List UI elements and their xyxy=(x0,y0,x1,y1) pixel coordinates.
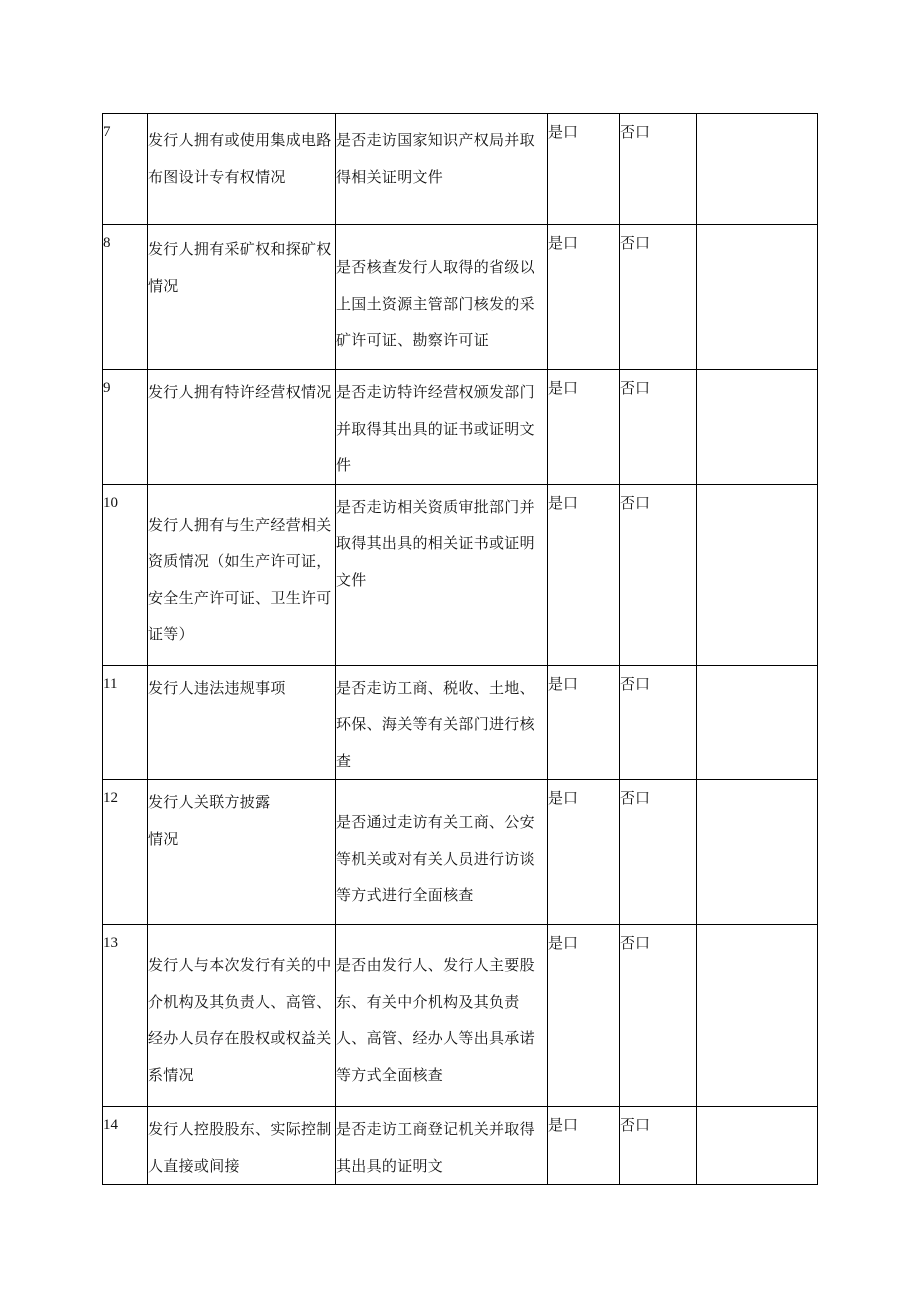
verification-item: 发行人违法违规事项 xyxy=(148,665,336,780)
row-number: 12 xyxy=(103,780,148,925)
verification-method: 是否由发行人、发行人主要股东、有关中介机构及其负责人、高管、经办人等出具承诺等方式全面核查 xyxy=(336,925,548,1107)
verification-item: 发行人拥有与生产经营相关资质情况（如生产许可证，安全生产许可证、卫生许可证等） xyxy=(148,484,336,665)
remarks-cell[interactable] xyxy=(697,484,818,665)
verification-item: 发行人拥有采矿权和探矿权情况 xyxy=(148,225,336,370)
yes-checkbox[interactable]: 是口 xyxy=(548,484,620,665)
verification-method: 是否走访国家知识产权局并取得相关证明文件 xyxy=(336,114,548,225)
table-row xyxy=(103,484,818,665)
remarks-cell[interactable] xyxy=(697,1107,818,1185)
row-number: 10 xyxy=(103,484,148,665)
yes-checkbox[interactable]: 是口 xyxy=(548,1107,620,1185)
remarks-cell[interactable] xyxy=(697,665,818,780)
yes-checkbox[interactable]: 是口 xyxy=(548,925,620,1107)
yes-checkbox[interactable]: 是口 xyxy=(548,780,620,925)
row-number: 13 xyxy=(103,925,148,1107)
no-checkbox[interactable]: 否口 xyxy=(620,114,697,225)
table-row xyxy=(103,780,818,925)
table-row xyxy=(103,225,818,370)
no-checkbox[interactable]: 否口 xyxy=(620,370,697,485)
remarks-cell[interactable] xyxy=(697,114,818,225)
verification-method: 是否核查发行人取得的省级以上国土资源主管部门核发的采矿许可证、勘察许可证 xyxy=(336,225,548,370)
remarks-cell[interactable] xyxy=(697,225,818,370)
no-checkbox[interactable]: 否口 xyxy=(620,225,697,370)
table-row xyxy=(103,665,818,780)
table-row xyxy=(103,370,818,485)
verification-item: 发行人拥有特许经营权情况 xyxy=(148,370,336,485)
verification-item: 发行人关联方披露情况 xyxy=(148,780,336,925)
remarks-cell[interactable] xyxy=(697,780,818,925)
row-number: 11 xyxy=(103,665,148,780)
no-checkbox[interactable]: 否口 xyxy=(620,484,697,665)
remarks-cell[interactable] xyxy=(697,925,818,1107)
table-row xyxy=(103,1107,818,1185)
yes-checkbox[interactable]: 是口 xyxy=(548,225,620,370)
table-row xyxy=(103,925,818,1107)
verification-method: 是否走访特许经营权颁发部门并取得其出具的证书或证明文件 xyxy=(336,370,548,485)
verification-item: 发行人拥有或使用集成电路布图设计专有权情况 xyxy=(148,114,336,225)
row-number: 9 xyxy=(103,370,148,485)
row-number: 7 xyxy=(103,114,148,225)
verification-method: 是否走访工商、税收、土地、环保、海关等有关部门进行核查 xyxy=(336,665,548,780)
row-number: 8 xyxy=(103,225,148,370)
remarks-cell[interactable] xyxy=(697,370,818,485)
yes-checkbox[interactable]: 是口 xyxy=(548,665,620,780)
row-number: 14 xyxy=(103,1107,148,1185)
verification-method: 是否走访工商登记机关并取得其出具的证明文 xyxy=(336,1107,548,1185)
verification-method: 是否走访相关资质审批部门并取得其出具的相关证书或证明文件 xyxy=(336,484,548,665)
no-checkbox[interactable]: 否口 xyxy=(620,1107,697,1185)
verification-item: 发行人与本次发行有关的中介机构及其负责人、高管、经办人员存在股权或权益关系情况 xyxy=(148,925,336,1107)
no-checkbox[interactable]: 否口 xyxy=(620,925,697,1107)
no-checkbox[interactable]: 否口 xyxy=(620,780,697,925)
table-row xyxy=(103,114,818,225)
verification-item: 发行人控股股东、实际控制人直接或间接 xyxy=(148,1107,336,1185)
verification-checklist-table xyxy=(102,113,818,1185)
yes-checkbox[interactable]: 是口 xyxy=(548,114,620,225)
verification-method: 是否通过走访有关工商、公安等机关或对有关人员进行访谈等方式进行全面核查 xyxy=(336,780,548,925)
no-checkbox[interactable]: 否口 xyxy=(620,665,697,780)
yes-checkbox[interactable]: 是口 xyxy=(548,370,620,485)
